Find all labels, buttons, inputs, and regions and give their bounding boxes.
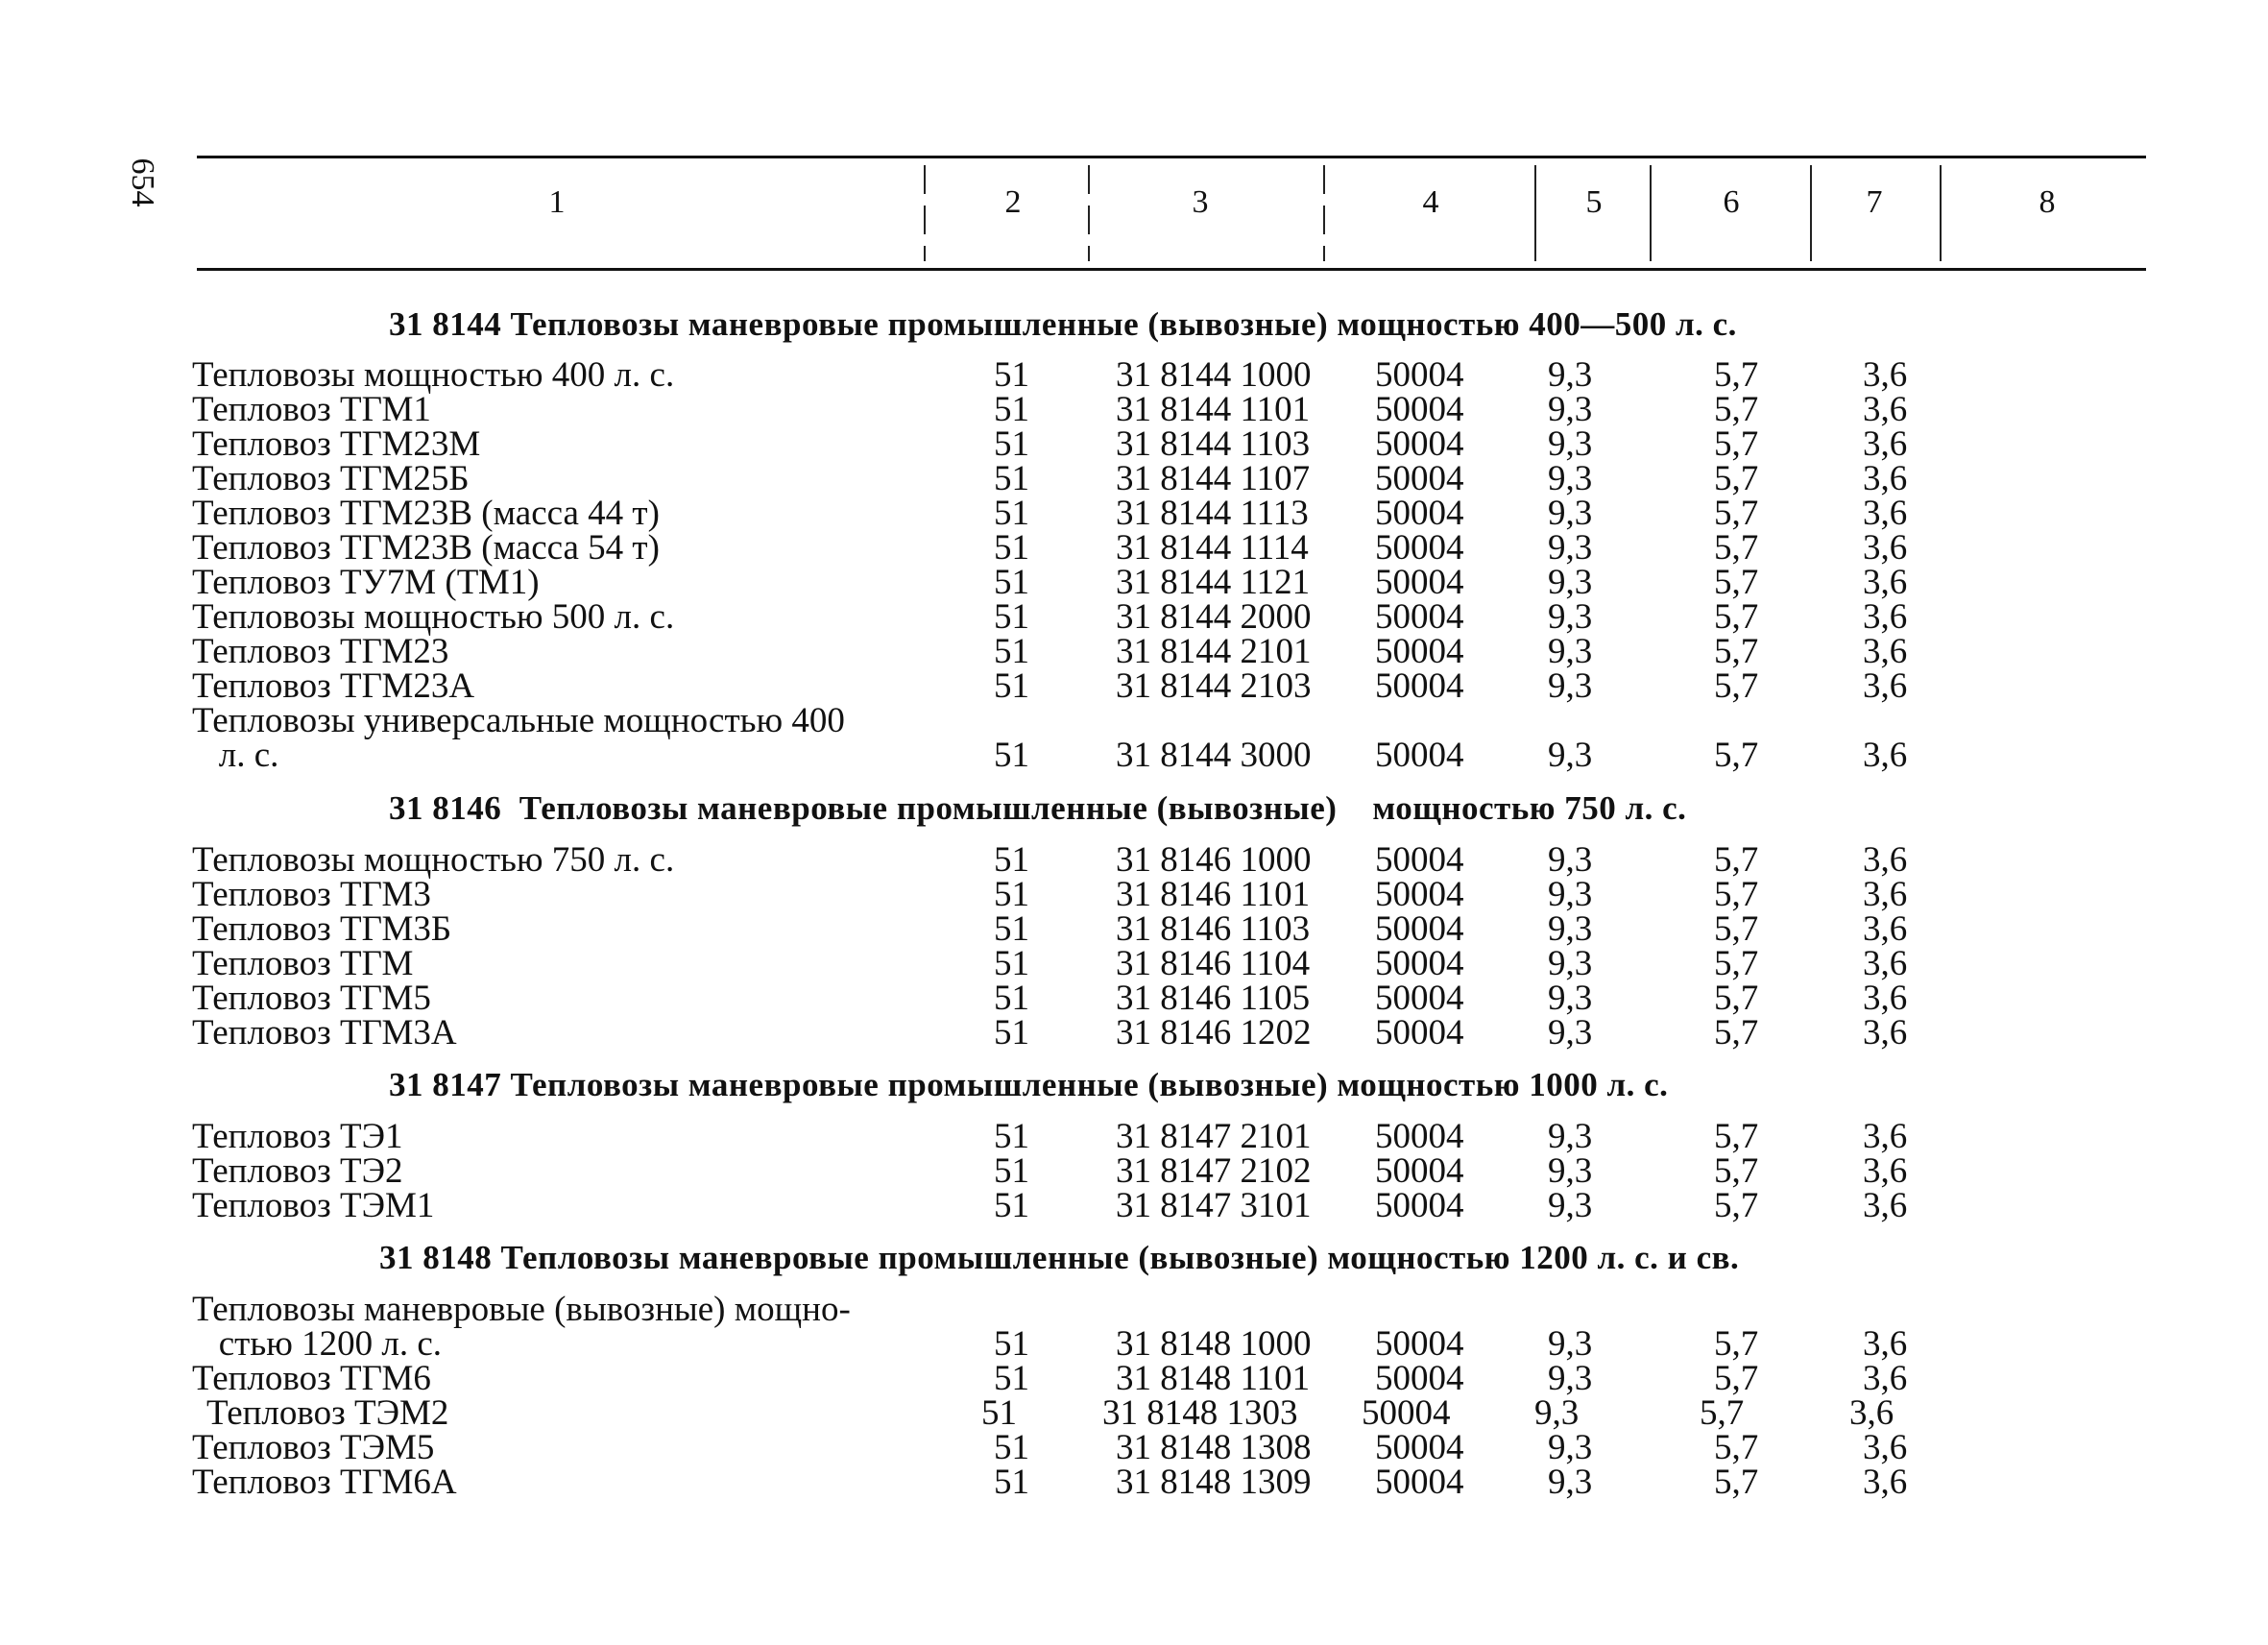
table-row [0, 875, 2268, 914]
value-col6: 5,7 [1714, 563, 1759, 602]
value-col4: 50004 [1375, 528, 1464, 568]
item-code: 31 8144 1114 [1116, 528, 1309, 568]
table-row [0, 1117, 2268, 1156]
value-col2: 51 [994, 563, 1029, 602]
value-col6: 5,7 [1714, 736, 1759, 775]
value-col2: 51 [994, 1186, 1029, 1225]
value-col4: 50004 [1375, 1117, 1464, 1156]
item-name: Тепловоз ТГМ6А [192, 1463, 457, 1502]
value-col6: 5,7 [1714, 1013, 1759, 1052]
item-name: Тепловоз ТГМ23В (масса 54 т) [192, 528, 660, 568]
value-col6: 5,7 [1714, 597, 1759, 637]
column-separator [1088, 165, 1090, 261]
table-row [0, 1393, 2268, 1433]
value-col5: 9,3 [1548, 666, 1593, 706]
table-row [0, 1324, 2268, 1364]
item-code: 31 8148 1309 [1116, 1463, 1312, 1502]
item-name: Тепловоз ТЭМ2 [206, 1393, 449, 1433]
value-col2: 51 [994, 875, 1029, 914]
item-name: Тепловоз ТГМ23 [192, 632, 449, 671]
table-row [0, 1013, 2268, 1052]
column-header-7: 7 [1866, 184, 1883, 220]
value-col7: 3,6 [1849, 1393, 1894, 1433]
value-col5: 9,3 [1548, 1151, 1593, 1191]
value-col5: 9,3 [1548, 424, 1593, 464]
value-col2: 51 [994, 944, 1029, 983]
column-separator [1534, 165, 1536, 261]
value-col2: 51 [994, 1117, 1029, 1156]
value-col4: 50004 [1375, 1151, 1464, 1191]
table-row [0, 496, 2268, 531]
item-name: Тепловоз ТЭМ1 [192, 1186, 435, 1225]
value-col2: 51 [994, 1359, 1029, 1398]
value-col7: 3,6 [1863, 528, 1908, 568]
item-code: 31 8148 1000 [1116, 1324, 1312, 1364]
item-name: Тепловозы мощностью 500 л. с. [192, 597, 675, 637]
value-col7: 3,6 [1863, 494, 1908, 533]
item-name: Тепловоз ТГМ3Б [192, 909, 452, 949]
value-col7: 3,6 [1863, 875, 1908, 914]
item-code: 31 8144 2103 [1116, 666, 1312, 706]
item-name: Тепловоз ТЭ1 [192, 1117, 403, 1156]
value-col6: 5,7 [1714, 1463, 1759, 1502]
value-col4: 50004 [1375, 597, 1464, 637]
value-col5: 9,3 [1548, 459, 1593, 498]
table-row [0, 1428, 2268, 1467]
value-col4: 50004 [1362, 1393, 1451, 1433]
item-name: Тепловоз ТГМ6 [192, 1359, 431, 1398]
value-col5: 9,3 [1548, 597, 1593, 637]
value-col2: 51 [994, 494, 1029, 533]
value-col7: 3,6 [1863, 355, 1908, 395]
value-col2: 51 [994, 1428, 1029, 1467]
table-row [0, 840, 2268, 880]
item-name: Тепловоз ТГМ23М [192, 424, 481, 464]
item-name-continued: Тепловозы маневровые (вывозные) мощно- [192, 1290, 851, 1329]
table-row [0, 390, 2268, 429]
value-col5: 9,3 [1548, 875, 1593, 914]
column-header-1: 1 [548, 184, 566, 220]
column-header-8: 8 [2039, 184, 2056, 220]
value-col4: 50004 [1375, 632, 1464, 671]
value-col7: 3,6 [1863, 979, 1908, 1018]
table-row [0, 597, 2268, 637]
item-code: 31 8148 1101 [1116, 1359, 1311, 1398]
item-name: Тепловозы мощностью 750 л. с. [192, 840, 675, 880]
value-col7: 3,6 [1863, 459, 1908, 498]
table-row [0, 424, 2268, 464]
value-col6: 5,7 [1714, 840, 1759, 880]
value-col4: 50004 [1375, 424, 1464, 464]
item-code: 31 8146 1105 [1116, 979, 1311, 1018]
item-name: Тепловозы мощностью 400 л. с. [192, 355, 675, 395]
value-col2: 51 [994, 1324, 1029, 1364]
value-col7: 3,6 [1863, 1186, 1908, 1225]
item-code: 31 8146 1103 [1116, 909, 1311, 949]
item-code: 31 8144 3000 [1116, 736, 1312, 775]
value-col2: 51 [994, 355, 1029, 395]
item-code: 31 8147 3101 [1116, 1186, 1312, 1225]
item-code: 31 8144 2101 [1116, 632, 1312, 671]
value-col6: 5,7 [1714, 1186, 1759, 1225]
value-col6: 5,7 [1714, 979, 1759, 1018]
table-row [0, 1151, 2268, 1191]
value-col7: 3,6 [1863, 1324, 1908, 1364]
column-separator [1810, 165, 1812, 261]
value-col5: 9,3 [1548, 944, 1593, 983]
item-code: 31 8144 1121 [1116, 563, 1311, 602]
value-col4: 50004 [1375, 1428, 1464, 1467]
value-col5: 9,3 [1548, 563, 1593, 602]
value-col2: 51 [994, 666, 1029, 706]
item-name: л. с. [192, 736, 279, 775]
value-col4: 50004 [1375, 355, 1464, 395]
value-col4: 50004 [1375, 1013, 1464, 1052]
value-col6: 5,7 [1714, 1117, 1759, 1156]
item-code: 31 8146 1202 [1116, 1013, 1312, 1052]
column-header-2: 2 [1004, 184, 1022, 220]
value-col7: 3,6 [1863, 1117, 1908, 1156]
value-col5: 9,3 [1548, 979, 1593, 1018]
value-col2: 51 [994, 840, 1029, 880]
item-code: 31 8146 1101 [1116, 875, 1311, 914]
item-code: 31 8144 1101 [1116, 390, 1311, 429]
value-col6: 5,7 [1714, 424, 1759, 464]
value-col6: 5,7 [1714, 875, 1759, 914]
value-col5: 9,3 [1548, 494, 1593, 533]
table-row [0, 563, 2268, 602]
value-col5: 9,3 [1548, 1186, 1593, 1225]
value-col6: 5,7 [1714, 1324, 1759, 1364]
value-col6: 5,7 [1714, 1359, 1759, 1398]
column-separator [924, 165, 926, 261]
value-col7: 3,6 [1863, 424, 1908, 464]
item-name: Тепловоз ТГМ23А [192, 666, 475, 706]
item-code: 31 8144 2000 [1116, 597, 1312, 637]
item-name: Тепловоз ТЭ2 [192, 1151, 403, 1191]
value-col4: 50004 [1375, 459, 1464, 498]
section-title-318147: 31 8147 Тепловозы маневровые промышленные (вывозные) мощностью 1000 л. с. [389, 1066, 1669, 1103]
value-col5: 9,3 [1548, 355, 1593, 395]
table-row [0, 666, 2268, 706]
value-col2: 51 [981, 1393, 1017, 1433]
item-name: Тепловоз ТУ7М (ТМ1) [192, 563, 540, 602]
value-col2: 51 [994, 632, 1029, 671]
item-name: Тепловоз ТГМ23В (масса 44 т) [192, 494, 660, 533]
table-row [0, 944, 2268, 983]
value-col4: 50004 [1375, 736, 1464, 775]
value-col4: 50004 [1375, 666, 1464, 706]
value-col4: 50004 [1375, 390, 1464, 429]
item-code: 31 8146 1000 [1116, 840, 1312, 880]
table-row [0, 632, 2268, 671]
table-row [0, 459, 2268, 498]
item-name: Тепловоз ТГМ5 [192, 979, 431, 1018]
item-name: Тепловоз ТГМ3А [192, 1013, 457, 1052]
value-col5: 9,3 [1548, 909, 1593, 949]
value-col6: 5,7 [1714, 355, 1759, 395]
value-col7: 3,6 [1863, 1151, 1908, 1191]
section-title-318148: 31 8148 Тепловозы маневровые промышленные (вывозные) мощностью 1200 л. с. и св. [379, 1239, 1740, 1276]
table-row [0, 909, 2268, 949]
item-code: 31 8144 1103 [1116, 424, 1311, 464]
value-col5: 9,3 [1548, 1117, 1593, 1156]
item-code: 31 8148 1308 [1116, 1428, 1312, 1467]
value-col7: 3,6 [1863, 1013, 1908, 1052]
value-col6: 5,7 [1714, 944, 1759, 983]
item-code: 31 8148 1303 [1102, 1393, 1298, 1433]
value-col7: 3,6 [1863, 390, 1908, 429]
value-col4: 50004 [1375, 875, 1464, 914]
item-name: Тепловоз ТГМ1 [192, 390, 431, 429]
page-number: 654 [125, 157, 160, 207]
value-col7: 3,6 [1863, 1463, 1908, 1502]
value-col5: 9,3 [1548, 390, 1593, 429]
value-col6: 5,7 [1714, 1151, 1759, 1191]
value-col5: 9,3 [1548, 1013, 1593, 1052]
value-col7: 3,6 [1863, 632, 1908, 671]
value-col2: 51 [994, 424, 1029, 464]
item-code: 31 8144 1113 [1116, 494, 1309, 533]
value-col5: 9,3 [1548, 632, 1593, 671]
value-col5: 9,3 [1548, 528, 1593, 568]
value-col7: 3,6 [1863, 1359, 1908, 1398]
value-col7: 3,6 [1863, 944, 1908, 983]
value-col6: 5,7 [1714, 632, 1759, 671]
value-col7: 3,6 [1863, 597, 1908, 637]
table-row [0, 1465, 2268, 1500]
value-col7: 3,6 [1863, 909, 1908, 949]
value-col2: 51 [994, 1013, 1029, 1052]
item-code: 31 8144 1107 [1116, 459, 1311, 498]
value-col6: 5,7 [1700, 1393, 1745, 1433]
value-col7: 3,6 [1863, 563, 1908, 602]
value-col7: 3,6 [1863, 1428, 1908, 1467]
value-col5: 9,3 [1548, 1359, 1593, 1398]
column-header-3: 3 [1192, 184, 1209, 220]
table-row [0, 738, 2268, 773]
item-name: Тепловоз ТГМ3 [192, 875, 431, 914]
value-col6: 5,7 [1714, 666, 1759, 706]
value-col2: 51 [994, 736, 1029, 775]
item-name: Тепловоз ТГМ25Б [192, 459, 470, 498]
item-name: Тепловоз ТЭМ5 [192, 1428, 435, 1467]
value-col5: 9,3 [1548, 840, 1593, 880]
value-col6: 5,7 [1714, 909, 1759, 949]
value-col4: 50004 [1375, 1463, 1464, 1502]
value-col4: 50004 [1375, 1186, 1464, 1225]
item-code: 31 8146 1104 [1116, 944, 1311, 983]
value-col7: 3,6 [1863, 666, 1908, 706]
value-col2: 51 [994, 979, 1029, 1018]
item-name-continued: Тепловозы универсальные мощностью 400 [192, 701, 845, 740]
column-separator [1650, 165, 1652, 261]
value-col5: 9,3 [1534, 1393, 1580, 1433]
value-col4: 50004 [1375, 1324, 1464, 1364]
section-title-318144: 31 8144 Тепловозы маневровые промышленные (вывозные) мощностью 400—500 л. с. [389, 305, 1737, 343]
value-col5: 9,3 [1548, 1463, 1593, 1502]
value-col5: 9,3 [1548, 1324, 1593, 1364]
table-row [0, 1186, 2268, 1225]
item-code: 31 8144 1000 [1116, 355, 1312, 395]
value-col7: 3,6 [1863, 840, 1908, 880]
value-col2: 51 [994, 1463, 1029, 1502]
item-name: стью 1200 л. с. [192, 1324, 442, 1364]
value-col6: 5,7 [1714, 459, 1759, 498]
item-name: Тепловоз ТГМ [192, 944, 414, 983]
value-col4: 50004 [1375, 840, 1464, 880]
value-col4: 50004 [1375, 1359, 1464, 1398]
value-col2: 51 [994, 597, 1029, 637]
table-row [0, 528, 2268, 568]
value-col5: 9,3 [1548, 1428, 1593, 1467]
value-col4: 50004 [1375, 909, 1464, 949]
value-col4: 50004 [1375, 979, 1464, 1018]
value-col6: 5,7 [1714, 1428, 1759, 1467]
header-bottom-rule [197, 268, 2146, 271]
table-row [0, 1359, 2268, 1398]
value-col2: 51 [994, 1151, 1029, 1191]
item-code: 31 8147 2102 [1116, 1151, 1312, 1191]
table-row [0, 355, 2268, 395]
table-row [0, 981, 2268, 1016]
value-col7: 3,6 [1863, 736, 1908, 775]
item-code: 31 8147 2101 [1116, 1117, 1312, 1156]
value-col5: 9,3 [1548, 736, 1593, 775]
value-col2: 51 [994, 459, 1029, 498]
value-col4: 50004 [1375, 944, 1464, 983]
column-header-4: 4 [1422, 184, 1439, 220]
column-separator [1940, 165, 1942, 261]
value-col6: 5,7 [1714, 494, 1759, 533]
column-header-6: 6 [1723, 184, 1740, 220]
value-col4: 50004 [1375, 494, 1464, 533]
value-col4: 50004 [1375, 563, 1464, 602]
column-separator [1323, 165, 1325, 261]
column-header-5: 5 [1585, 184, 1603, 220]
value-col2: 51 [994, 528, 1029, 568]
value-col6: 5,7 [1714, 390, 1759, 429]
section-title-318146: 31 8146 Тепловозы маневровые промышленные (вывозные) мощностью 750 л. с. [389, 789, 1687, 827]
value-col2: 51 [994, 909, 1029, 949]
header-top-rule [197, 156, 2146, 158]
value-col2: 51 [994, 390, 1029, 429]
value-col6: 5,7 [1714, 528, 1759, 568]
